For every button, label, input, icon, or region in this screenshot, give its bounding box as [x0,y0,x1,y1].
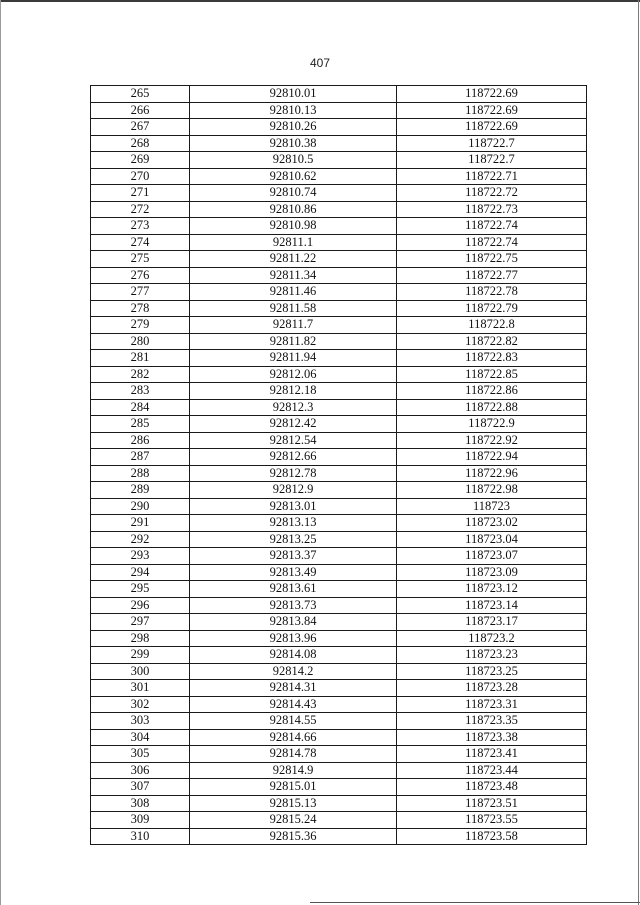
table-row [91,251,587,268]
table-row [91,647,587,664]
point-index-cell: 285 [91,416,190,433]
scan-edge-top [0,0,640,2]
y-coordinate-cell: 118722.7 [397,152,587,169]
point-index-cell: 296 [91,597,190,614]
table-row [91,135,587,152]
point-index-cell: 265 [91,86,190,103]
table-row [91,515,587,532]
table-row [91,333,587,350]
point-index-cell: 293 [91,548,190,565]
y-coordinate-cell: 118722.82 [397,333,587,350]
point-index-cell: 303 [91,713,190,730]
y-coordinate-cell: 118723.2 [397,630,587,647]
y-coordinate-cell: 118723.38 [397,729,587,746]
x-coordinate-cell: 92812.18 [190,383,397,400]
x-coordinate-cell: 92810.86 [190,201,397,218]
point-index-cell: 282 [91,366,190,383]
scan-edge-bottom [310,902,640,903]
x-coordinate-cell: 92815.13 [190,795,397,812]
y-coordinate-cell: 118723.23 [397,647,587,664]
x-coordinate-cell: 92810.13 [190,102,397,119]
table-row [91,482,587,499]
x-coordinate-cell: 92815.24 [190,812,397,829]
point-index-cell: 272 [91,201,190,218]
x-coordinate-cell: 92812.3 [190,399,397,416]
point-index-cell: 291 [91,515,190,532]
x-coordinate-cell: 92812.54 [190,432,397,449]
x-coordinate-cell: 92810.01 [190,86,397,103]
x-coordinate-cell: 92812.78 [190,465,397,482]
point-index-cell: 302 [91,696,190,713]
scan-edge-right [638,0,639,905]
y-coordinate-cell: 118723.04 [397,531,587,548]
table-row [91,614,587,631]
page-number: 407 [309,56,331,70]
point-index-cell: 294 [91,564,190,581]
point-index-cell: 305 [91,746,190,763]
table-row [91,729,587,746]
table-row [91,416,587,433]
x-coordinate-cell: 92811.7 [190,317,397,334]
table-row [91,234,587,251]
table-row [91,597,587,614]
x-coordinate-cell: 92815.01 [190,779,397,796]
x-coordinate-cell: 92813.84 [190,614,397,631]
y-coordinate-cell: 118723.44 [397,762,587,779]
point-index-cell: 307 [91,779,190,796]
table-row [91,218,587,235]
y-coordinate-cell: 118723.28 [397,680,587,697]
table-row [91,465,587,482]
y-coordinate-cell: 118723.12 [397,581,587,598]
x-coordinate-cell: 92811.22 [190,251,397,268]
y-coordinate-cell: 118723.58 [397,828,587,845]
x-coordinate-cell: 92813.13 [190,515,397,532]
table-row [91,201,587,218]
table-row [91,350,587,367]
x-coordinate-cell: 92812.9 [190,482,397,499]
x-coordinate-cell: 92815.36 [190,828,397,845]
table-row [91,152,587,169]
y-coordinate-cell: 118722.92 [397,432,587,449]
x-coordinate-cell: 92813.61 [190,581,397,598]
table-row [91,531,587,548]
point-index-cell: 290 [91,498,190,515]
y-coordinate-cell: 118722.69 [397,119,587,136]
y-coordinate-cell: 118723.31 [397,696,587,713]
x-coordinate-cell: 92813.96 [190,630,397,647]
table-row [91,795,587,812]
y-coordinate-cell: 118723.41 [397,746,587,763]
y-coordinate-cell: 118723.14 [397,597,587,614]
point-index-cell: 295 [91,581,190,598]
coordinate-table-body [91,86,587,845]
point-index-cell: 308 [91,795,190,812]
x-coordinate-cell: 92810.98 [190,218,397,235]
x-coordinate-cell: 92813.49 [190,564,397,581]
x-coordinate-cell: 92814.31 [190,680,397,697]
table-row [91,267,587,284]
x-coordinate-cell: 92810.38 [190,135,397,152]
table-row [91,548,587,565]
y-coordinate-cell: 118723.02 [397,515,587,532]
point-index-cell: 268 [91,135,190,152]
point-index-cell: 287 [91,449,190,466]
x-coordinate-cell: 92813.01 [190,498,397,515]
x-coordinate-cell: 92810.5 [190,152,397,169]
point-index-cell: 306 [91,762,190,779]
point-index-cell: 278 [91,300,190,317]
point-index-cell: 289 [91,482,190,499]
table-row [91,828,587,845]
y-coordinate-cell: 118722.79 [397,300,587,317]
y-coordinate-cell: 118722.71 [397,168,587,185]
table-row [91,317,587,334]
point-index-cell: 304 [91,729,190,746]
x-coordinate-cell: 92814.78 [190,746,397,763]
x-coordinate-cell: 92810.74 [190,185,397,202]
point-index-cell: 286 [91,432,190,449]
x-coordinate-cell: 92813.37 [190,548,397,565]
point-index-cell: 301 [91,680,190,697]
point-index-cell: 292 [91,531,190,548]
x-coordinate-cell: 92814.55 [190,713,397,730]
point-index-cell: 284 [91,399,190,416]
table-row [91,564,587,581]
point-index-cell: 273 [91,218,190,235]
x-coordinate-cell: 92811.46 [190,284,397,301]
x-coordinate-cell: 92814.2 [190,663,397,680]
y-coordinate-cell: 118722.69 [397,86,587,103]
x-coordinate-cell: 92814.9 [190,762,397,779]
point-index-cell: 283 [91,383,190,400]
x-coordinate-cell: 92814.66 [190,729,397,746]
table-row [91,663,587,680]
x-coordinate-cell: 92814.08 [190,647,397,664]
y-coordinate-cell: 118722.94 [397,449,587,466]
y-coordinate-cell: 118722.72 [397,185,587,202]
y-coordinate-cell: 118722.7 [397,135,587,152]
point-index-cell: 280 [91,333,190,350]
point-index-cell: 276 [91,267,190,284]
table-row [91,119,587,136]
point-index-cell: 277 [91,284,190,301]
table-row [91,168,587,185]
y-coordinate-cell: 118722.85 [397,366,587,383]
table-row [91,383,587,400]
x-coordinate-cell: 92812.06 [190,366,397,383]
y-coordinate-cell: 118723.48 [397,779,587,796]
point-index-cell: 300 [91,663,190,680]
x-coordinate-cell: 92811.82 [190,333,397,350]
point-index-cell: 288 [91,465,190,482]
point-index-cell: 298 [91,630,190,647]
scan-edge-left [0,0,1,905]
x-coordinate-cell: 92811.34 [190,267,397,284]
x-coordinate-cell: 92812.66 [190,449,397,466]
y-coordinate-cell: 118722.9 [397,416,587,433]
y-coordinate-cell: 118723.17 [397,614,587,631]
y-coordinate-cell: 118722.77 [397,267,587,284]
table-row [91,366,587,383]
y-coordinate-cell: 118723.09 [397,564,587,581]
table-row [91,581,587,598]
coordinate-table [90,85,587,845]
x-coordinate-cell: 92813.25 [190,531,397,548]
x-coordinate-cell: 92811.58 [190,300,397,317]
table-row [91,185,587,202]
table-row [91,449,587,466]
table-row [91,746,587,763]
y-coordinate-cell: 118722.86 [397,383,587,400]
point-index-cell: 269 [91,152,190,169]
y-coordinate-cell: 118722.75 [397,251,587,268]
y-coordinate-cell: 118722.98 [397,482,587,499]
table-row [91,432,587,449]
x-coordinate-cell: 92811.94 [190,350,397,367]
y-coordinate-cell: 118722.74 [397,234,587,251]
y-coordinate-cell: 118722.73 [397,201,587,218]
table-row [91,779,587,796]
y-coordinate-cell: 118723.55 [397,812,587,829]
point-index-cell: 275 [91,251,190,268]
table-row [91,102,587,119]
y-coordinate-cell: 118722.8 [397,317,587,334]
y-coordinate-cell: 118722.83 [397,350,587,367]
table-row [91,284,587,301]
table-row [91,680,587,697]
y-coordinate-cell: 118722.78 [397,284,587,301]
point-index-cell: 297 [91,614,190,631]
point-index-cell: 271 [91,185,190,202]
y-coordinate-cell: 118722.74 [397,218,587,235]
point-index-cell: 279 [91,317,190,334]
y-coordinate-cell: 118722.69 [397,102,587,119]
table-row [91,713,587,730]
y-coordinate-cell: 118723.51 [397,795,587,812]
x-coordinate-cell: 92812.42 [190,416,397,433]
table-row [91,300,587,317]
table-row [91,696,587,713]
table-row [91,812,587,829]
point-index-cell: 281 [91,350,190,367]
point-index-cell: 274 [91,234,190,251]
y-coordinate-cell: 118723.35 [397,713,587,730]
point-index-cell: 310 [91,828,190,845]
y-coordinate-cell: 118723 [397,498,587,515]
point-index-cell: 266 [91,102,190,119]
table-row [91,762,587,779]
point-index-cell: 309 [91,812,190,829]
point-index-cell: 267 [91,119,190,136]
point-index-cell: 299 [91,647,190,664]
y-coordinate-cell: 118722.96 [397,465,587,482]
x-coordinate-cell: 92814.43 [190,696,397,713]
y-coordinate-cell: 118723.07 [397,548,587,565]
x-coordinate-cell: 92810.62 [190,168,397,185]
x-coordinate-cell: 92810.26 [190,119,397,136]
table-row [91,498,587,515]
x-coordinate-cell: 92813.73 [190,597,397,614]
x-coordinate-cell: 92811.1 [190,234,397,251]
table-row [91,86,587,103]
table-row [91,399,587,416]
y-coordinate-cell: 118722.88 [397,399,587,416]
y-coordinate-cell: 118723.25 [397,663,587,680]
table-row [91,630,587,647]
point-index-cell: 270 [91,168,190,185]
